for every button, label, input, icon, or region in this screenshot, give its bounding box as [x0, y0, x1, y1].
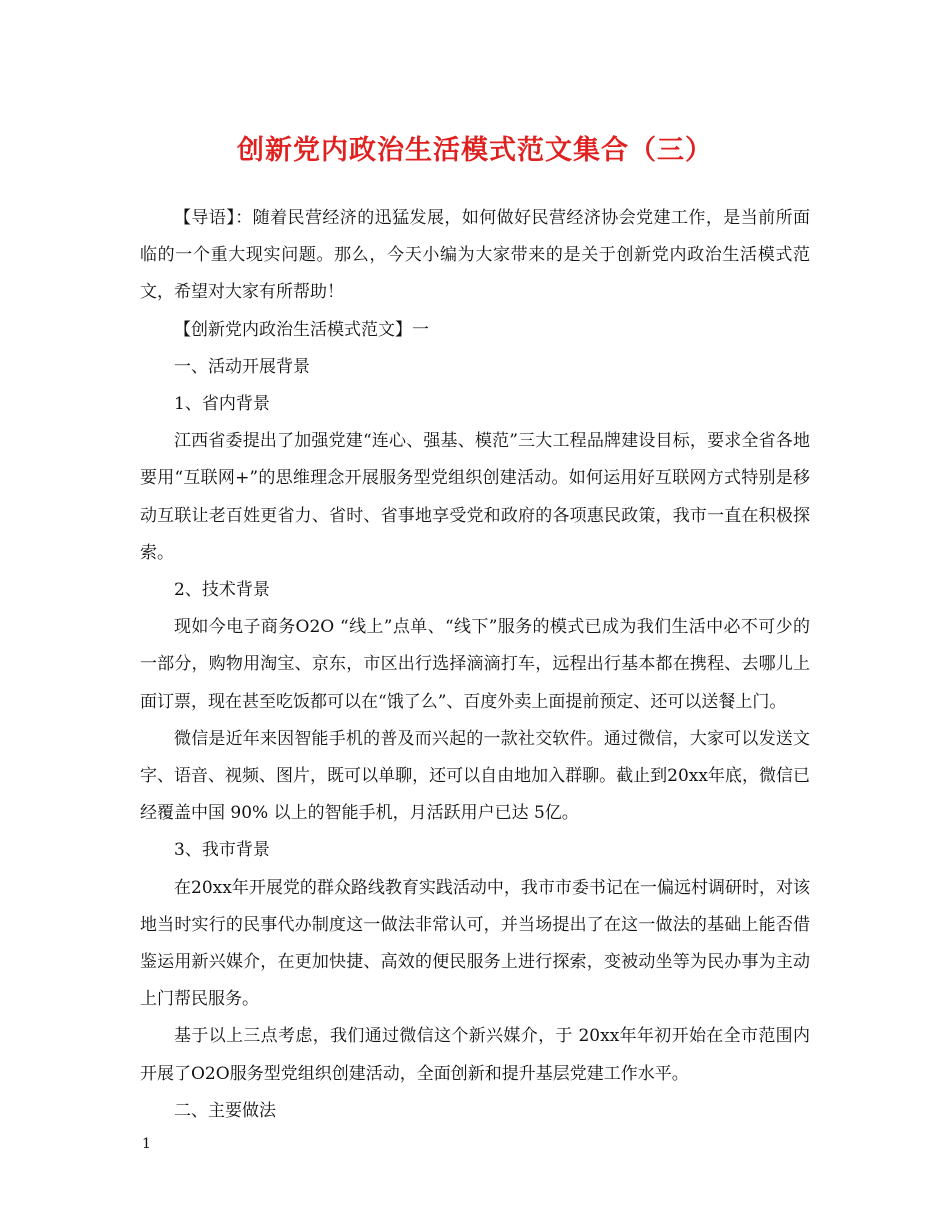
subheading-technical-background: 2、技术背景 — [174, 580, 270, 601]
subheading-provincial-background: 1、省内背景 — [174, 394, 270, 415]
section-heading-background: 一、活动开展背景 — [174, 356, 310, 377]
paragraph-summary: 基于以上三点考虑，我们通过微信这个新兴媒介，于 20xx年年初开始在全市范围内开展了O2O服务型党组织创建活动，全面创新和提升基层党建工作水平。 — [140, 1026, 810, 1084]
page-number: 1 — [142, 1136, 151, 1152]
document-body — [140, 200, 810, 1130]
paragraph-intro: 【导语】：随着民营经济的迅猛发展，如何做好民营经济协会党建工作，是当前所面临的一个重大现实问题。那么，今天小编为大家带来的是关于创新党内政治生活模式范文，希望对大家有所帮助！ — [140, 208, 810, 303]
paragraph-ecommerce: 现如今电子商务O2O “线上”点单、“线下”服务的模式已成为我们生活中必不可少的一部分，购物用淘宝、京东，市区出行选择滴滴打车，远程出行基本都在携程、去哪儿上面订票，现在甚至吃饭都可以在“饿了么”、百度外卖上面提前预定、还可以送餐上门。 — [140, 617, 810, 712]
paragraph-city-background: 在20xx年开展党的群众路线教育实践活动中，我市市委书记在一偏远村调研时，对该地当时实行的民事代办制度这一做法非常认可，并当场提出了在这一做法的基础上能否借鉴运用新兴媒介，在更加快捷、高效的便民服务上进行探索，变被动坐等为民办事为主动上门帮民服务。 — [140, 877, 810, 1010]
paragraph-wechat: 微信是近年来因智能手机的普及而兴起的一款社交软件。通过微信，大家可以发送文字、语音、视频、图片，既可以单聊，还可以自由地加入群聊。截止到20xx年底，微信已经覆盖中国 90% 以上的智能手机，月活跃用户已达 5亿。 — [140, 728, 810, 824]
section-heading-main-practices: 二、主要做法 — [174, 1100, 276, 1121]
subheading-city-background: 3、我市背景 — [174, 840, 270, 861]
document-title: 创新党内政治生活模式范文集合（三） — [237, 135, 713, 166]
section-heading-sample-one: 【创新党内政治生活模式范文】一 — [174, 319, 429, 340]
paragraph-provincial-background: 江西省委提出了加强党建“连心、强基、模范”三大工程品牌建设目标，要求全省各地要用“互联网+”的思维理念开展服务型党组织创建活动。如何运用好互联网方式特别是移动互联让老百姓更省力、省时、省事地享受党和政府的各项惠民政策，我市一直在积极探索。 — [140, 431, 810, 563]
